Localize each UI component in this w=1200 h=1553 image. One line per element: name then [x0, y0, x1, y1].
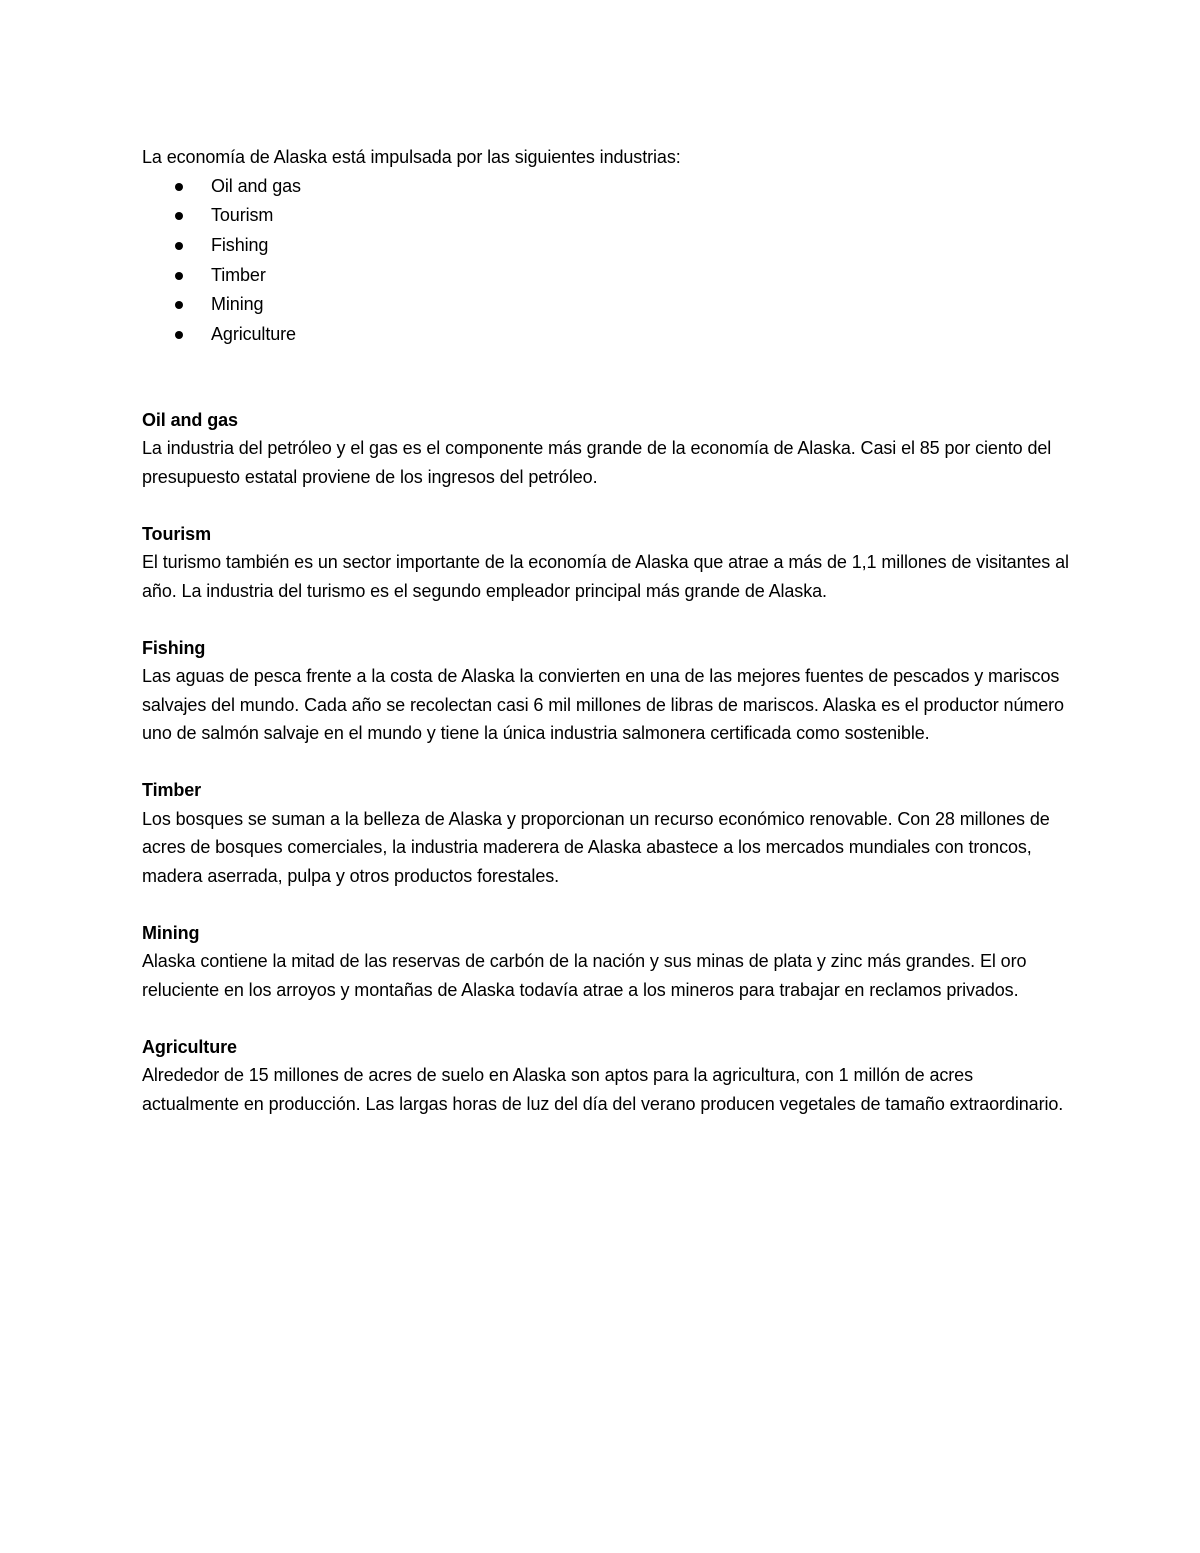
section-heading: Mining: [142, 922, 200, 943]
section-mining: [142, 919, 1072, 1005]
section-tourism: [142, 520, 1072, 606]
bullet-icon: [175, 331, 183, 339]
bullet-item-mining: [142, 290, 1072, 320]
section-heading: Agriculture: [142, 1036, 237, 1057]
bullet-label: Fishing: [211, 234, 269, 255]
section-oil-and-gas: [142, 406, 1072, 492]
bullet-label: Agriculture: [211, 323, 296, 344]
section-body: Alrededor de 15 millones de acres de suelo en Alaska son aptos para la agricultura, con 1 millón de acres actualmente en producción. Las largas horas de luz del día del verano producen vegetales de tamaño extraordinario.: [142, 1065, 1064, 1114]
bullet-icon: [175, 301, 183, 309]
bullet-icon: [175, 272, 183, 280]
bullet-item-agriculture: [142, 320, 1072, 350]
bullet-icon: [175, 212, 183, 220]
intro-text: La economía de Alaska está impulsada por las siguientes industrias:: [142, 147, 681, 167]
section-heading: Tourism: [142, 523, 211, 544]
bullet-item-fishing: [142, 231, 1072, 261]
bullet-icon: [175, 183, 183, 191]
section-body: El turismo también es un sector importante de la economía de Alaska que atrae a más de 1,1 millones de visitantes al año. La industria del turismo es el segundo empleador principal más grande de Alaska.: [142, 552, 1069, 601]
industry-sections: [142, 406, 1072, 1119]
bullet-item-tourism: [142, 201, 1072, 231]
bullet-label: Timber: [211, 264, 266, 285]
bullet-item-timber: [142, 261, 1072, 291]
bullet-icon: [175, 242, 183, 250]
section-agriculture: [142, 1033, 1072, 1119]
section-heading: Fishing: [142, 637, 206, 658]
section-body: Las aguas de pesca frente a la costa de Alaska la convierten en una de las mejores fuentes de pescados y mariscos salvajes del mundo. Cada año se recolectan casi 6 mil millones de libras de mariscos. Alaska es el productor número uno de salmón salvaje en el mundo y tiene la única industria salmonera certificada como sostenible.: [142, 666, 1064, 744]
bullet-item-oil-and-gas: [142, 172, 1072, 202]
section-body: Los bosques se suman a la belleza de Alaska y proporcionan un recurso económico renovable. Con 28 millones de acres de bosques comerciales, la industria maderera de Alaska abastece a los mercados mundiales con troncos, madera aserrada, pulpa y otros productos forestales.: [142, 808, 1050, 886]
bullet-label: Oil and gas: [211, 175, 301, 196]
section-heading: Oil and gas: [142, 409, 238, 430]
industry-bullet-list: [142, 172, 1072, 350]
section-heading: Timber: [142, 780, 202, 801]
section-timber: [142, 776, 1072, 890]
section-fishing: [142, 634, 1072, 748]
bullet-label: Tourism: [211, 205, 274, 226]
section-body: La industria del petróleo y el gas es el componente más grande de la economía de Alaska. Casi el 85 por ciento del presupuesto estatal proviene de los ingresos del petróleo.: [142, 438, 1052, 487]
bullet-label: Mining: [211, 294, 264, 315]
document-content: [142, 143, 1072, 1147]
section-body: Alaska contiene la mitad de las reservas de carbón de la nación y sus minas de plata y zinc más grandes. El oro reluciente en los arroyos y montañas de Alaska todavía atrae a los mineros para trabajar en reclamos privados.: [142, 951, 1027, 1000]
